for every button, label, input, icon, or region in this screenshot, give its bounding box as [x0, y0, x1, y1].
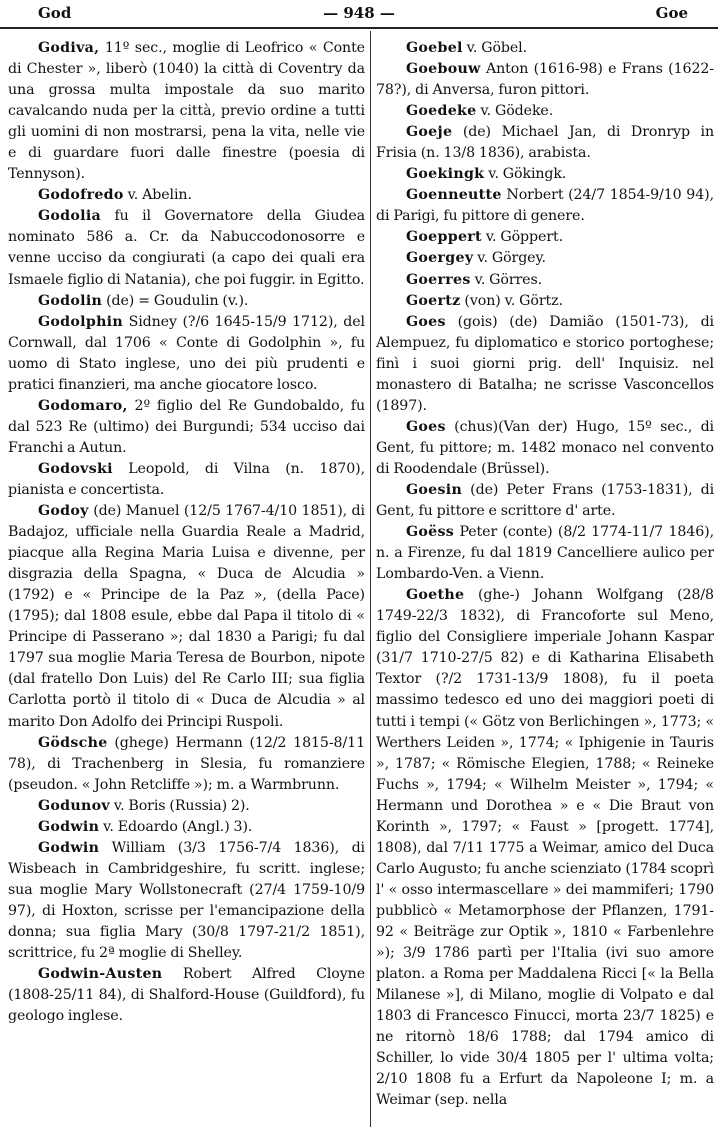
- entry-text: v. Gökingk.: [488, 166, 567, 183]
- entry-text: Sidney (?/6 1645-15/9 1712), del Cornwall, dal 1706 « Conte di Godolphin », fu uomo di Stato inglese, uno dei più prudenti e pratici finanzieri, ma anche giocatore losco.: [8, 313, 365, 393]
- entry-goertz: [376, 291, 714, 312]
- entry-godolin: [8, 291, 365, 312]
- headword: Godwin: [38, 818, 100, 835]
- entry-text: Norbert (24/7 1854-9/10 94), di Parigi, fu pittore di genere.: [376, 187, 714, 225]
- entry-text: (von) v. Görtz.: [464, 292, 563, 309]
- headword: Goeppert: [406, 229, 482, 246]
- entry-godsche: [8, 733, 365, 796]
- headword: Goertz: [406, 292, 461, 309]
- entry-goesin: [376, 480, 714, 522]
- entry-text: (gois) (de) Damião (1501-73), di Alempuez, fu diplomatico e storico portoghese; finì i suoi giorni prig. dell' Inquisiz. nel monastero di Batalha; ne scrisse Vasconcellos (1897).: [376, 313, 714, 414]
- entry-goerres: [376, 270, 714, 291]
- entry-text: William (3/3 1756-7/4 1836), di Wisbeach in Cambridgeshire, fu scritt. inglese; sua moglie Mary Wollstonecraft (27/4 1759-10/9 97), di Hoxton, scrisse per l'emancipazione della donna; sua figlia Mary (30/8 1797-21/2 1851), scrittrice, fu 2ª moglie di Shelley.: [8, 839, 365, 962]
- headword: Goes: [406, 313, 446, 330]
- entry-text: (de) Michael Jan, di Dronryp in Frisia (n. 13/8 1836), arabista.: [376, 124, 714, 162]
- entry-text: Robert Alfred Cloyne (1808-25/11 84), di Shalford-House (Guildford), fu geologo inglese.: [8, 966, 365, 1025]
- entry-text: (chus)(Van der) Hugo, 15º sec., di Gent, fu pittore; m. 1482 monaco nel convento di Roodendale (Brüssel).: [376, 418, 714, 477]
- entry-goedeke: [376, 101, 714, 122]
- entry-goebel: [376, 38, 714, 59]
- headword: Godunov: [38, 797, 110, 814]
- headword: Godovski: [38, 460, 113, 477]
- entry-goethe: [376, 585, 714, 1111]
- entry-goess: [376, 522, 714, 585]
- headword: Godwin-Austen: [38, 966, 163, 983]
- headword: Godiva,: [38, 40, 100, 56]
- headword: Godolia: [38, 208, 102, 225]
- entry-text: Leopold, di Vilna (n. 1870), pianista e concertista.: [8, 460, 365, 498]
- headword: Godolin: [38, 292, 103, 309]
- headword: Godwin: [38, 839, 100, 856]
- entry-text: v. Boris (Russia) 2).: [113, 797, 250, 814]
- headword: Goeje: [406, 124, 453, 141]
- entry-text: v. Abelin.: [127, 187, 192, 204]
- headword: Goethe: [406, 587, 465, 604]
- entry-text: (ghe-) Johann Wolfgang (28/8 1749-22/3 1832), di Francoforte sul Meno, figlio del Consigliere imperiale Johann Kaspar (31/7 1710-27/5 82) e di Katharina Elisabeth Textor (?/2 1731-13/9 1808), fu il poeta massimo tedesco ed uno dei maggiori poeti di tutti i tempi (« Götz von Berlichingen », 1773; « Werthers Leiden », 1774; « Iphigenie in Tauris », 1787; « Römische Elegien, 1788; « Reineke Fuchs », 1794; « Wilhelm Meister », 1794; « Hermann und Dorothea » e « Die Braut von Korinth », 1797; « Faust » [progett. 1774], 1808), dal 7/11 1775 a Weimar, amico del Duca Carlo Augusto; fu anche scienziato (1784 scoprì l' « osso intermascellare » dei mammiferi; 1790 pubblicò « Metamorphose der Pflanzen, 1791-92 « Beiträge zur Optik », 1810 « Farbenlehre »); 3/9 1786 partì per l'Italia (ivi suo amore platon. a Roma per Maddalena Ricci [« la Bella Milanese »], di Milano, moglie di Volpato e dal 1803 di Francesco Finucci, morta 23/7 1825) e ne ritornò 18/6 1788; dal 1794 amico di Schiller, lo vide 30/4 1805 per l' ultima volta; 2/10 1808 fu a Erfurt da Napoleone I; m. a Weimar (sep. nella: [376, 587, 714, 1109]
- entry-text: 11º sec., moglie di Leofrico « Conte di Chester », liberò (1040) la città di Coventry da una grossa multa impostale da suo marito cavalcando nuda per la città, previo ordine a tutti gli uomini di non mostrarsi, pena la vita, nelle vie e di guardare fuori dalle finestre (poesia di Tennyson).: [8, 40, 365, 183]
- entry-goeppert: [376, 227, 714, 248]
- entry-text: v. Edoardo (Angl.) 3).: [103, 818, 253, 835]
- entry-godofredo: [8, 185, 365, 206]
- page-number: — 948 —: [323, 4, 395, 22]
- entry-text: v. Görgey.: [477, 250, 546, 267]
- header-left-guide-word: God: [38, 4, 72, 22]
- entry-godwin-william: [8, 838, 365, 964]
- headword: Goergey: [406, 250, 474, 267]
- headword: Goenneutte: [406, 187, 502, 204]
- entry-text: fu il Governatore della Giudea nominato 586 a. Cr. da Nabuccodonosorre e venne ucciso da congiurati (a capo dei quali era Ismaele figlio di Natania), che poi fuggir. in Egitto.: [8, 208, 365, 288]
- headword: Goes: [406, 418, 446, 435]
- left-column: [8, 38, 365, 1130]
- entry-goergey: [376, 248, 714, 269]
- entry-text: Peter (conte) (8/2 1774-11/7 1846), n. a Firenze, fu dal 1819 Cancelliere aulico per Lombardo-Ven. a Vienn.: [376, 524, 714, 583]
- entry-goeje: [376, 122, 714, 164]
- entry-godwin-austen: [8, 964, 365, 1027]
- headword: Godomaro,: [38, 397, 128, 414]
- headword: Godofredo: [38, 187, 124, 204]
- entry-text: v. Göppert.: [485, 229, 564, 246]
- entry-goekingk: [376, 164, 714, 185]
- entry-goenneutte: [376, 185, 714, 227]
- entry-godomaro: [8, 396, 365, 459]
- entry-text: (de) Manuel (12/5 1767-4/10 1851), di Badajoz, ufficiale nella Guardia Reale a Madrid, piacque alla Regina Maria Luisa e divenne, per disgrazia della Spagna, « Duca de Alcudia » (1792) e « Principe de la Paz », (della Pace) (1795); dal 1808 esule, ebbe dal Papa il titolo di « Principe di Passerano »; dal 1830 a Parigi; fu dal 1797 sua moglie Maria Teresa de Bourbon, nipote (dal fratello Don Luis) del Re Carlo III; sua figlia Carlotta portò il titolo di « Duca de Alcudia » al marito Don Adolfo dei Principi Ruspoli.: [8, 503, 365, 730]
- headword: Goerres: [406, 271, 471, 288]
- entry-godovski: [8, 459, 365, 501]
- header-right-guide-word: Goe: [655, 4, 688, 22]
- entry-text: (de) = Goudulin (v.).: [106, 292, 249, 309]
- entry-text: 2º figlio del Re Gundobaldo, fu dal 523 Re (ultimo) dei Burgundi; 534 ucciso dai Franchi a Autun.: [8, 397, 365, 456]
- entry-godoy: [8, 501, 365, 733]
- entry-godolia: [8, 206, 365, 290]
- entry-goebouw: [376, 59, 714, 101]
- entry-goes-hugo: [376, 417, 714, 480]
- header-rule: [0, 27, 718, 29]
- headword: Gödsche: [38, 734, 108, 751]
- entry-godiva: [8, 38, 365, 185]
- entry-godolphin: [8, 312, 365, 396]
- entry-text: v. Gödeke.: [480, 103, 554, 120]
- page-header: [0, 0, 718, 28]
- entry-text: (de) Peter Frans (1753-1831), di Gent, fu pittore e scrittore d' arte.: [376, 481, 714, 520]
- entry-text: v. Göbel.: [466, 40, 528, 56]
- headword: Godolphin: [38, 313, 123, 330]
- column-divider: [370, 31, 371, 1127]
- entry-text: (ghege) Hermann (12/2 1815-8/11 78), di Trachenberg in Slesia, fu romanziere (pseudon. « John Retcliffe »); m. a Warmbrunn.: [8, 734, 365, 793]
- headword: Goebouw: [406, 61, 481, 78]
- right-column: [376, 38, 714, 1130]
- entry-text: Anton (1616-98) e Frans (1622-78?), di Anversa, furon pittori.: [376, 61, 714, 99]
- headword: Goëss: [406, 524, 455, 541]
- headword: Goesin: [406, 481, 463, 498]
- headword: Goebel: [406, 40, 463, 56]
- headword: Goekingk: [406, 166, 485, 183]
- entry-goes-damiao: [376, 312, 714, 417]
- headword: Goedeke: [406, 103, 477, 120]
- headword: Godoy: [38, 503, 89, 520]
- entry-text: v. Görres.: [474, 271, 543, 288]
- entry-godunov: [8, 796, 365, 817]
- entry-godwin-ref: [8, 817, 365, 838]
